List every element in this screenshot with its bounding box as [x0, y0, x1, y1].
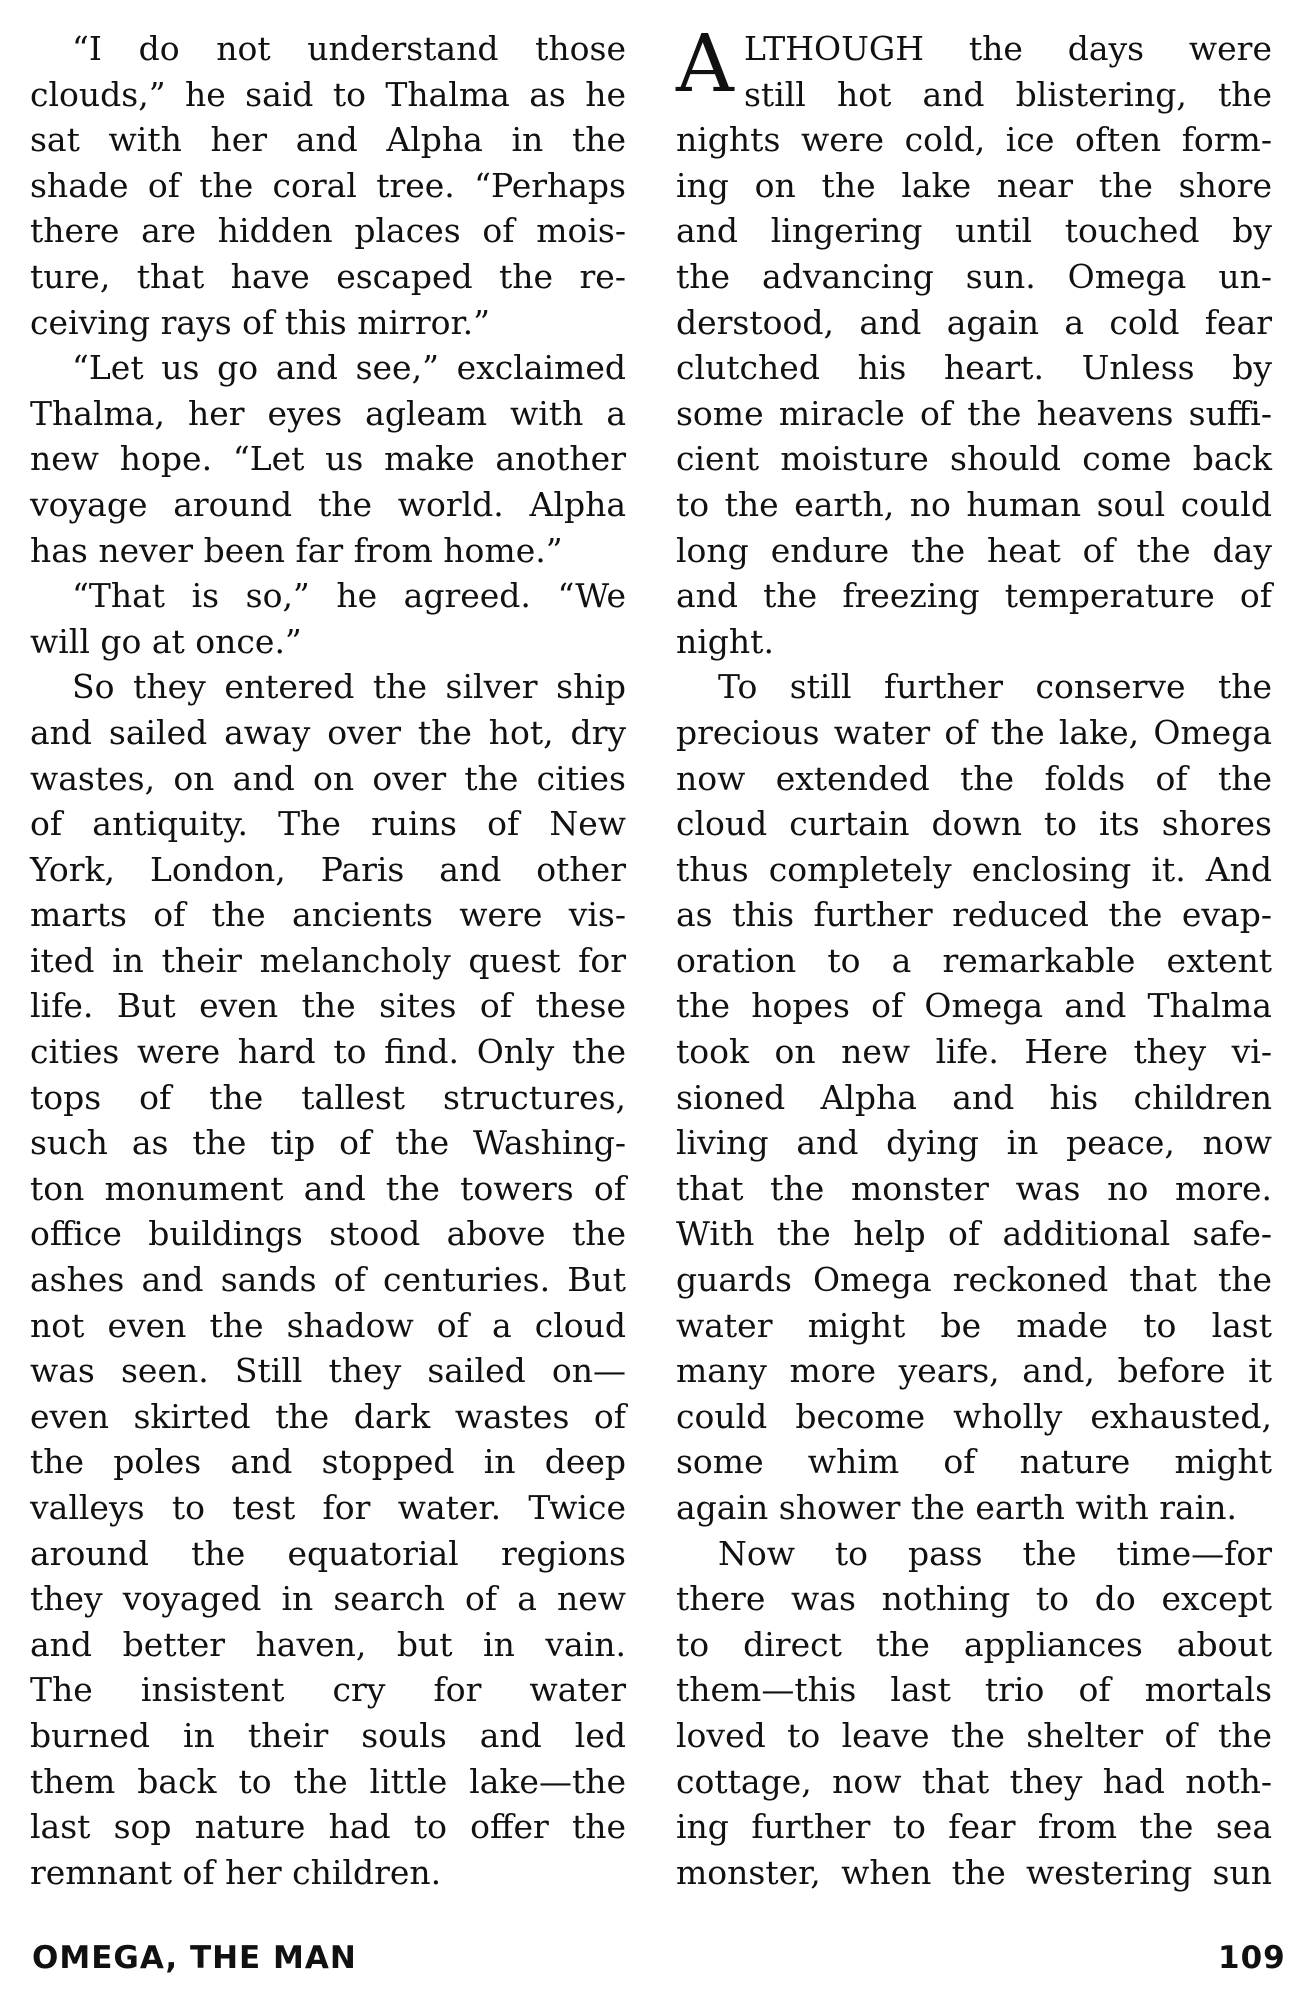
text-line: that the monster was no more.: [676, 1168, 1272, 1208]
text-line: Thalma, her eyes agleam with a: [30, 393, 626, 433]
text-line: and lingering until touched by: [676, 211, 1272, 251]
drop-cap-letter: A: [676, 17, 734, 110]
text-line: them back to the little lake—the: [30, 1761, 626, 1801]
text-line: thus completely enclosing it. And: [676, 849, 1272, 889]
text-line: wastes, on and on over the cities: [30, 758, 626, 798]
text-line: clouds,” he said to Thalma as he: [30, 74, 626, 114]
text-line: long endure the heat of the day: [676, 530, 1272, 570]
text-line: ceiving rays of this mirror.”: [30, 302, 490, 342]
text-line: cottage, now that they had noth-: [676, 1761, 1272, 1801]
text-line: ton monument and the towers of: [30, 1168, 626, 1208]
text-line: “I do not understand those: [72, 29, 626, 68]
text-line: has never been far from home.”: [30, 530, 563, 570]
text-line: remnant of her children.: [30, 1852, 442, 1892]
text-line: many more years, and, before it: [676, 1351, 1272, 1391]
text-line: office buildings stood above the: [30, 1214, 626, 1254]
right-column: [676, 17, 1272, 1895]
text-line: ing further to fear from the sea: [676, 1807, 1272, 1847]
text-line: them—this last trio of mortals: [676, 1670, 1272, 1710]
text-line: oration to a remarkable extent: [676, 940, 1272, 980]
text-line: cient moisture should come back: [676, 439, 1272, 479]
text-line: marts of the ancients were vis-: [30, 895, 626, 935]
drop-cap-lines: [744, 26, 1272, 117]
text-line: around the equatorial regions: [30, 1533, 626, 1573]
text-line: not even the shadow of a cloud: [30, 1305, 626, 1345]
text-line: derstood, and again a cold fear: [676, 302, 1272, 342]
text-line: monster, when the westering sun: [676, 1852, 1272, 1892]
text-line: the poles and stopped in deep: [30, 1442, 626, 1482]
text-line: even skirted the dark wastes of: [30, 1396, 626, 1436]
text-line: Now to pass the time—for: [718, 1533, 1272, 1573]
text-line: the hopes of Omega and Thalma: [676, 986, 1272, 1026]
text-line: to the earth, no human soul could: [676, 484, 1272, 524]
text-line: there are hidden places of mois-: [30, 211, 626, 251]
text-line: will go at once.”: [30, 621, 302, 661]
text-line: such as the tip of the Washing-: [30, 1123, 626, 1163]
text-line: To still further conserve the: [718, 667, 1272, 707]
drop-cap-block: [676, 17, 1272, 117]
text-line: cities were hard to find. Only the: [30, 1032, 626, 1072]
text-line: to direct the appliances about: [676, 1624, 1272, 1664]
text-line: and sailed away over the hot, dry: [30, 712, 626, 752]
text-line: precious water of the lake, Omega: [676, 712, 1272, 752]
text-line: sioned Alpha and his children: [676, 1077, 1272, 1117]
text-line: “Let us go and see,” exclaimed: [72, 348, 626, 388]
text-line: guards Omega reckoned that the: [676, 1260, 1272, 1300]
text-line: again shower the earth with rain.: [676, 1488, 1237, 1527]
text-line: now extended the folds of the: [676, 758, 1272, 798]
text-line: nights were cold, ice often form-: [676, 120, 1272, 160]
text-line: new hope. “Let us make another: [30, 439, 626, 479]
text-line: some whim of nature might: [676, 1442, 1272, 1482]
left-column: [30, 26, 626, 1895]
text-line: was seen. Still they sailed on—: [30, 1351, 626, 1391]
text-line: clutched his heart. Unless by: [676, 348, 1272, 388]
text-line: took on new life. Here they vi-: [676, 1032, 1272, 1072]
text-line: living and dying in peace, now: [676, 1123, 1272, 1163]
text-line: ited in their melancholy quest for: [30, 940, 626, 980]
running-footer-title: OMEGA, THE MAN: [32, 1940, 357, 1976]
text-line: and better haven, but in vain.: [30, 1624, 626, 1664]
text-line: the advancing sun. Omega un-: [676, 256, 1272, 296]
text-line: and the freezing temperature of: [676, 576, 1272, 616]
text-line: sat with her and Alpha in the: [30, 120, 626, 160]
text-line: With the help of additional safe-: [676, 1214, 1272, 1254]
text-line: water might be made to last: [676, 1305, 1272, 1345]
text-line: The insistent cry for water: [30, 1670, 626, 1710]
text-line: some miracle of the heavens suffi-: [676, 393, 1272, 433]
text-line: tops of the tallest structures,: [30, 1077, 626, 1117]
text-line: could become wholly exhausted,: [676, 1396, 1272, 1436]
text-line: valleys to test for water. Twice: [30, 1488, 626, 1527]
page-number: 109: [1218, 1940, 1286, 1976]
text-line: shade of the coral tree. “Perhaps: [30, 165, 626, 205]
text-line: So they entered the silver ship: [72, 667, 626, 707]
text-line: ing on the lake near the shore: [676, 165, 1272, 205]
text-line: LTHOUGH the days were: [744, 29, 1272, 68]
text-line: York, London, Paris and other: [30, 849, 626, 889]
text-line: ture, that have escaped the re-: [30, 256, 626, 296]
text-line: there was nothing to do except: [676, 1579, 1272, 1619]
text-line: cloud curtain down to its shores: [676, 804, 1272, 844]
text-line: night.: [676, 621, 774, 661]
text-line: as this further reduced the evap-: [676, 895, 1272, 935]
text-line: still hot and blistering, the: [744, 74, 1272, 114]
text-line: of antiquity. The ruins of New: [30, 804, 626, 844]
text-line: loved to leave the shelter of the: [676, 1715, 1272, 1755]
text-line: last sop nature had to offer the: [30, 1807, 626, 1847]
text-line: “That is so,” he agreed. “We: [72, 576, 626, 616]
text-line: burned in their souls and led: [30, 1715, 626, 1755]
text-line: ashes and sands of centuries. But: [30, 1260, 626, 1300]
text-line: they voyaged in search of a new: [30, 1579, 626, 1619]
text-line: life. But even the sites of these: [30, 986, 626, 1026]
right-column-body: [676, 117, 1272, 1895]
text-line: voyage around the world. Alpha: [30, 484, 626, 524]
